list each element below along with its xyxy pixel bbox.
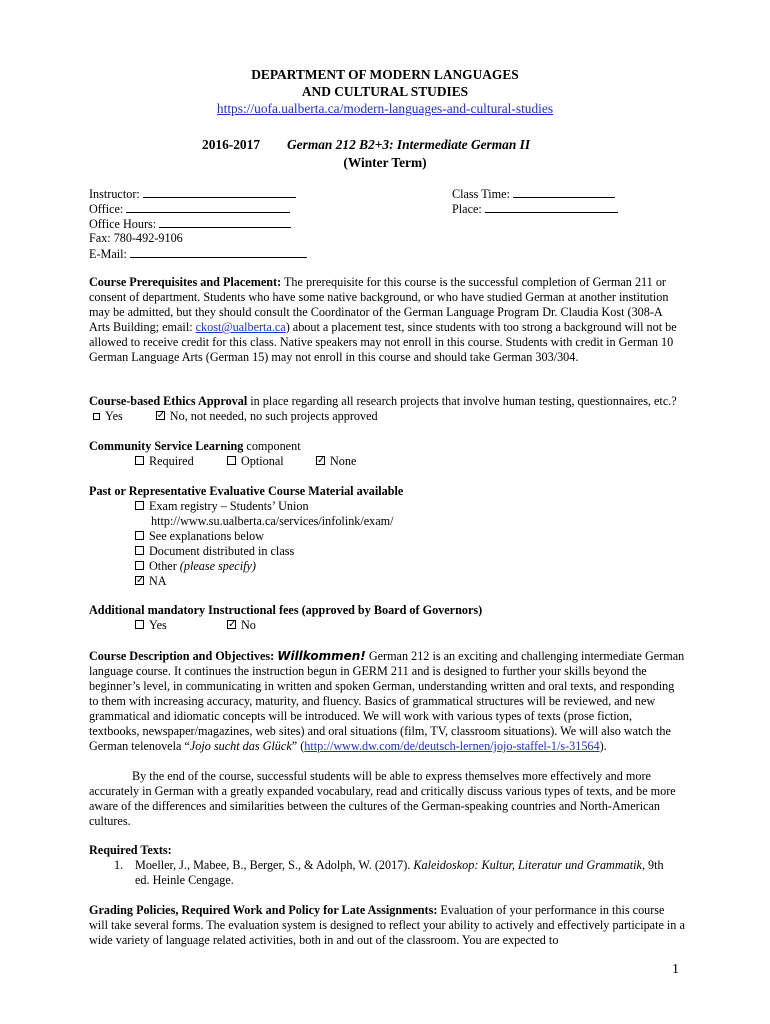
class-time-blank <box>513 186 615 198</box>
place-line <box>452 201 618 217</box>
see-below-label: See explanations below <box>149 529 265 543</box>
exam-registry-checkbox[interactable] <box>135 501 144 510</box>
course-title-row <box>202 136 530 153</box>
fees-yes-line <box>135 618 167 633</box>
fees-heading: Additional mandatory Instructional fees (approved by Board of Governors) <box>89 603 483 617</box>
ethics-yes-label: Yes <box>105 409 123 423</box>
course-description-paragraph <box>89 649 685 754</box>
willkommen-text: Willkommen! <box>277 649 366 663</box>
required-text-edition: , 9th ed. Heinle Cengage. <box>135 858 664 887</box>
fees-yes-label: Yes <box>149 618 167 632</box>
csl-optional-wrap <box>227 454 284 469</box>
exam-registry-label: Exam registry – Students’ Union <box>149 499 309 513</box>
instructor-line <box>89 186 296 202</box>
required-text-title: Kaleidoskop: Kultur, Literatur und Grammatik <box>413 858 642 872</box>
fees-no-line <box>227 618 256 633</box>
na-line <box>135 574 167 589</box>
required-text-number: 1. <box>114 858 124 872</box>
ethics-no-checkbox-checked[interactable] <box>156 411 165 420</box>
instructor-blank <box>143 186 296 198</box>
course-description-text-3: ). <box>599 739 607 753</box>
department-url-link[interactable]: https://uofa.ualberta.ca/modern-languages-and-cultural-studies <box>216 101 554 116</box>
csl-options-line <box>135 454 194 469</box>
fees-no-label: No <box>241 618 256 632</box>
office-hours-line <box>89 216 291 232</box>
see-below-checkbox[interactable] <box>135 531 144 540</box>
exam-registry-line <box>135 499 309 514</box>
ethics-yes-checkbox[interactable] <box>93 413 100 420</box>
prerequisites-paragraph <box>89 275 685 365</box>
other-line <box>135 559 256 574</box>
prerequisites-text-2: ) about a placement test, since students with too strong a background will not be allowed to receive credit for this class. Native speakers may not enroll in this course. Students with credit in German 10 German Language Arts (German 15) may not enroll in this course and should take German 303/304. <box>89 320 677 364</box>
csl-none-label: None <box>330 454 357 468</box>
page-number: 1 <box>672 962 679 977</box>
telenovela-url-link[interactable]: http://www.dw.com/de/deutsch-lernen/jojo-staffel-1/s-31564 <box>304 739 600 753</box>
csl-heading-line <box>89 439 301 454</box>
class-time-line <box>452 186 615 202</box>
grading-heading: Grading Policies, Required Work and Policy for Late Assignments: <box>89 903 438 917</box>
other-note: (please specify) <box>179 559 256 573</box>
na-label: NA <box>149 574 167 588</box>
csl-required-label: Required <box>149 454 194 468</box>
instructor-label: Instructor: <box>89 187 140 201</box>
email-line <box>89 246 307 262</box>
course-description-text-2: ” ( <box>291 739 305 753</box>
office-line <box>89 201 290 217</box>
email-label: E-Mail: <box>89 247 127 261</box>
course-outcomes-paragraph: By the end of the course, successful students will be able to express themselves more effectively and more accurately in German with a greatly expanded vocabulary, read and critically discuss various types of texts, and be more aware of the differences and similarities between the cultures of the German-speaking countries and North-American cultures. <box>89 769 676 828</box>
ethics-no-label: No, not needed, no such projects approved <box>169 409 378 423</box>
required-text-authors: Moeller, J., Mabee, B., Berger, S., & Adolph, W. (2017). <box>135 858 414 872</box>
csl-heading: Community Service Learning <box>89 439 244 453</box>
ethics-text: in place regarding all research projects that involve human testing, questionnaires, etc.? <box>247 394 677 408</box>
past-material-heading: Past or Representative Evaluative Course Material available <box>89 484 404 498</box>
term-label: (Winter Term) <box>343 155 427 170</box>
office-hours-blank <box>159 216 291 228</box>
fees-no-checkbox-checked[interactable] <box>227 620 236 629</box>
document-checkbox[interactable] <box>135 546 144 555</box>
prerequisites-text-1: The prerequisite for this course is the successful completion of German 211 or consent of department. Students who have some native background, or who have studied German at another institution may be admitted, but they should consult the Coordinator of the German Language Program Dr. Claudia Kost (308-A Arts Building; email: <box>89 275 669 334</box>
grading-text: Evaluation of your performance in this course will take several forms. The evaluation system is designed to reflect your ability to actively and effectively participate in a wide variety of language related activities, both in and out of the classroom. You are expected to <box>89 903 685 947</box>
grading-paragraph <box>89 903 685 948</box>
csl-text: component <box>243 439 301 453</box>
document-line <box>135 544 294 559</box>
prerequisites-heading: Course Prerequisites and Placement: <box>89 275 282 289</box>
department-title-line1: DEPARTMENT OF MODERN LANGUAGES <box>251 67 519 82</box>
csl-optional-checkbox[interactable] <box>227 456 236 465</box>
coordinator-email-link[interactable]: ckost@ualberta.ca <box>195 320 286 334</box>
email-blank <box>130 246 307 258</box>
fax-line: Fax: 780-492-9106 <box>89 231 183 245</box>
academic-year: 2016-2017 <box>202 137 261 152</box>
required-text-item <box>135 858 675 888</box>
other-checkbox[interactable] <box>135 561 144 570</box>
department-title-line2: AND CULTURAL STUDIES <box>301 84 469 99</box>
csl-none-wrap <box>316 454 356 469</box>
course-title: German 212 B2+3: Intermediate German II <box>287 137 531 152</box>
ethics-paragraph <box>89 394 685 424</box>
csl-optional-label: Optional <box>241 454 284 468</box>
csl-none-checkbox-checked[interactable] <box>316 456 325 465</box>
document-label: Document distributed in class <box>149 544 295 558</box>
class-time-label: Class Time: <box>452 187 510 201</box>
office-label: Office: <box>89 202 124 216</box>
csl-required-checkbox[interactable] <box>135 456 144 465</box>
place-blank <box>485 201 618 213</box>
course-description-heading: Course Description and Objectives: <box>89 649 275 663</box>
ethics-heading: Course-based Ethics Approval <box>89 394 248 408</box>
see-below-line <box>135 529 264 544</box>
exam-registry-url: http://www.su.ualberta.ca/services/infolink/exam/ <box>151 514 394 528</box>
course-description-text-1: German 212 is an exciting and challenging intermediate German language course. It continues the instruction begun in GERM 211 and is designed to further your skills beyond the beginner’s level, in communicating in written and spoken German, understanding written and oral texts, and responding to them with increasing accuracy, maturity, and fluency. Basics of grammatical structures will be reviewed, and new grammatical and idiomatic concepts will be introduced. We will work with various types of texts (prose fiction, textbooks, newspaper/magazines, web sites) and oral situations (film, TV, classroom situations). We will also watch the German telenovela “ <box>89 649 685 753</box>
fees-yes-checkbox[interactable] <box>135 620 144 629</box>
telenovela-title: Jojo sucht das Glück <box>189 739 292 753</box>
place-label: Place: <box>452 202 482 216</box>
office-blank <box>126 201 290 213</box>
na-checkbox-checked[interactable] <box>135 576 144 585</box>
office-hours-label: Office Hours: <box>89 217 157 231</box>
required-texts-heading: Required Texts: <box>89 843 172 857</box>
other-label: Other <box>149 559 177 573</box>
